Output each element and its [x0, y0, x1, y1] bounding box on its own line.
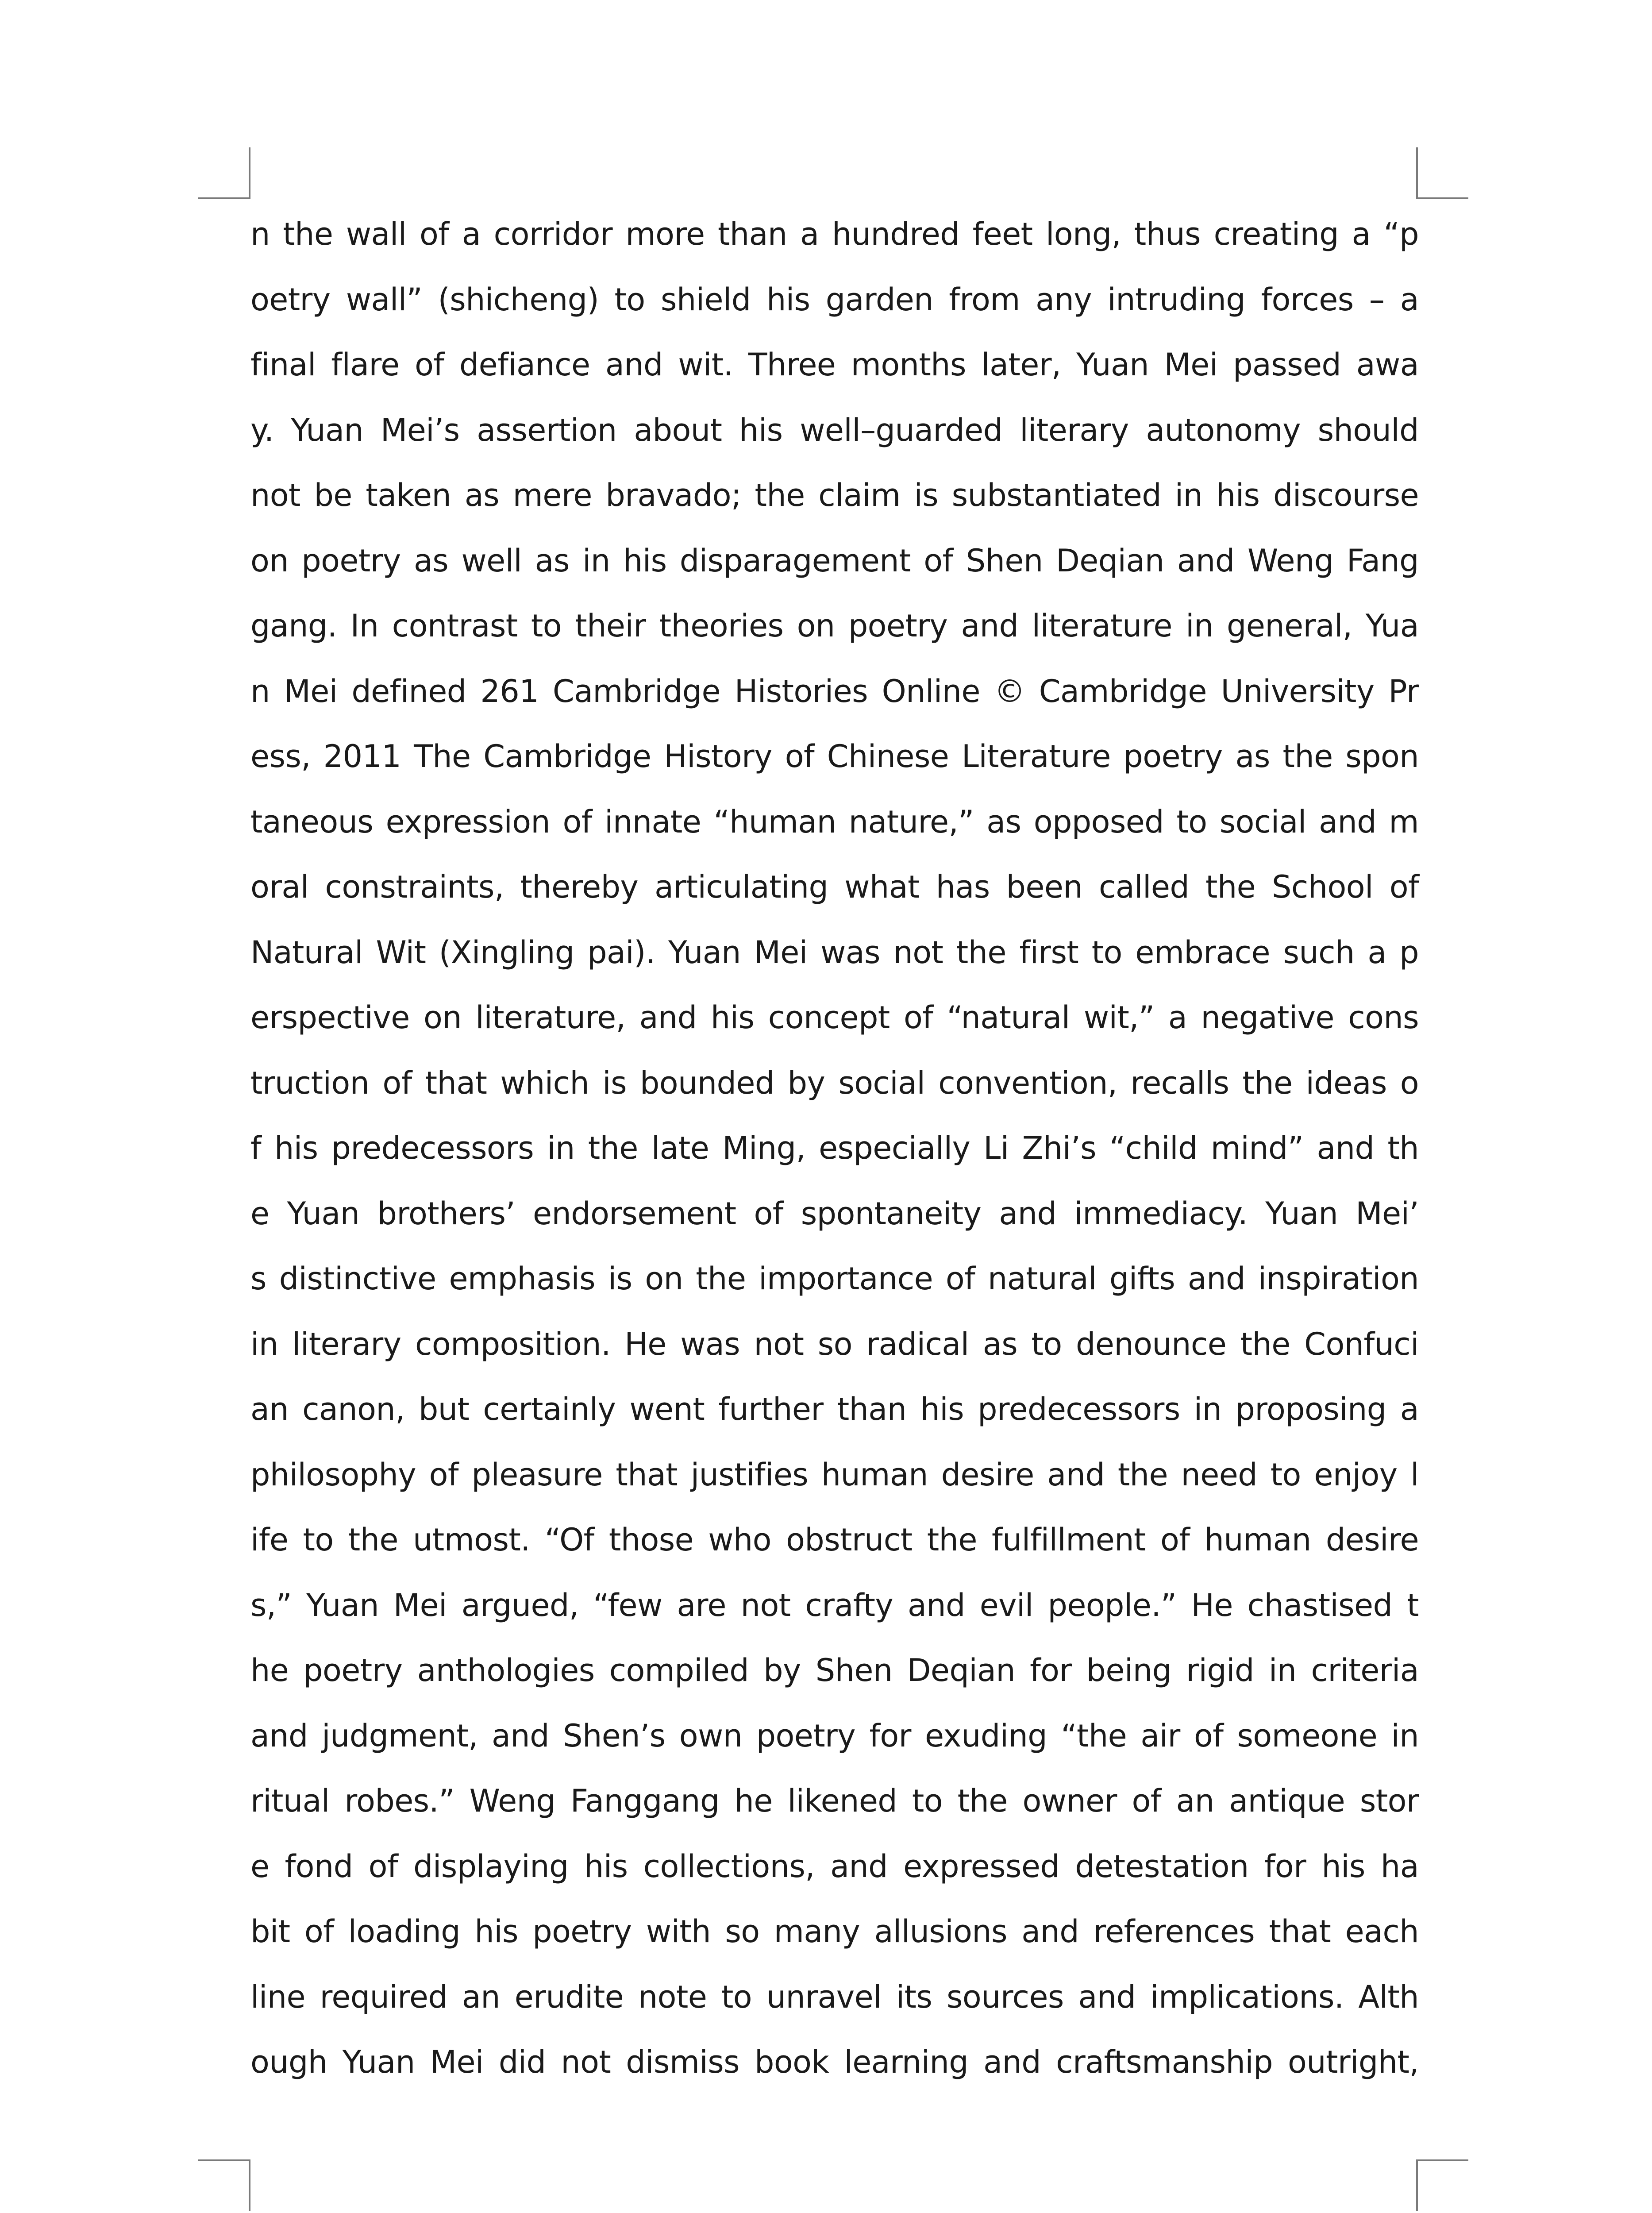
text-line: e fond of displaying his collections, and expressed detestation for his ha — [250, 1848, 1419, 1885]
crop-mark-top-right — [1416, 197, 1468, 199]
text-line: s distinctive emphasis is on the importance of natural gifts and inspiration — [250, 1261, 1419, 1297]
crop-mark-top-right — [1416, 147, 1418, 199]
text-line: on poetry as well as in his disparagement of Shen Deqian and Weng Fang — [250, 542, 1419, 579]
text-line: erspective on literature, and his concept of “natural wit,” a negative cons — [250, 999, 1419, 1036]
text-line: Natural Wit (Xingling pai). Yuan Mei was not the first to embrace such a p — [250, 934, 1419, 971]
text-line: line required an erudite note to unravel its sources and implications. Alth — [250, 1978, 1419, 2015]
text-line: not be taken as mere bravado; the claim is substantiated in his discourse — [250, 477, 1419, 513]
text-line: he poetry anthologies compiled by Shen Deqian for being rigid in criteria — [250, 1652, 1419, 1689]
text-line: ife to the utmost. “Of those who obstruct the fulfillment of human desire — [250, 1522, 1419, 1558]
text-line: final flare of defiance and wit. Three months later, Yuan Mei passed awa — [250, 347, 1419, 383]
crop-mark-top-left — [198, 197, 250, 199]
crop-mark-bottom-left — [249, 2159, 250, 2211]
text-line: ough Yuan Mei did not dismiss book learning and craftsmanship outright, — [250, 2044, 1419, 2080]
text-line: gang. In contrast to their theories on poetry and literature in general, Yua — [250, 608, 1419, 644]
text-line: oetry wall” (shicheng) to shield his garden from any intruding forces – a — [250, 281, 1419, 318]
crop-mark-bottom-right — [1416, 2159, 1468, 2161]
text-line: ritual robes.” Weng Fanggang he likened to the owner of an antique stor — [250, 1783, 1419, 1819]
text-line: s,” Yuan Mei argued, “few are not crafty and evil people.” He chastised t — [250, 1587, 1419, 1623]
text-line: truction of that which is bounded by social convention, recalls the ideas o — [250, 1064, 1419, 1101]
text-line: oral constraints, thereby articulating what has been called the School of — [250, 869, 1419, 905]
text-line: n the wall of a corridor more than a hundred feet long, thus creating a “p — [250, 216, 1419, 252]
text-line: bit of loading his poetry with so many allusions and references that each — [250, 1913, 1419, 1950]
text-line: taneous expression of innate “human nature,” as opposed to social and m — [250, 803, 1419, 840]
text-line: y. Yuan Mei’s assertion about his well–guarded literary autonomy should — [250, 412, 1419, 448]
text-line: an canon, but certainly went further than his predecessors in proposing a — [250, 1391, 1419, 1427]
text-line: in literary composition. He was not so radical as to denounce the Confuci — [250, 1326, 1419, 1362]
text-line: and judgment, and Shen’s own poetry for exuding “the air of someone in — [250, 1717, 1419, 1754]
text-line: f his predecessors in the late Ming, especially Li Zhi’s “child mind” and th — [250, 1130, 1419, 1166]
text-line: ess, 2011 The Cambridge History of Chinese Literature poetry as the spon — [250, 738, 1419, 775]
crop-mark-bottom-left — [198, 2159, 250, 2161]
text-line: e Yuan brothers’ endorsement of spontaneity and immediacy. Yuan Mei’ — [250, 1195, 1419, 1232]
crop-mark-top-left — [249, 147, 250, 199]
crop-mark-bottom-right — [1416, 2159, 1418, 2211]
text-line: philosophy of pleasure that justifies human desire and the need to enjoy l — [250, 1456, 1419, 1493]
text-line: n Mei defined 261 Cambridge Histories Online © Cambridge University Pr — [250, 673, 1419, 709]
body-text — [250, 208, 1419, 2101]
